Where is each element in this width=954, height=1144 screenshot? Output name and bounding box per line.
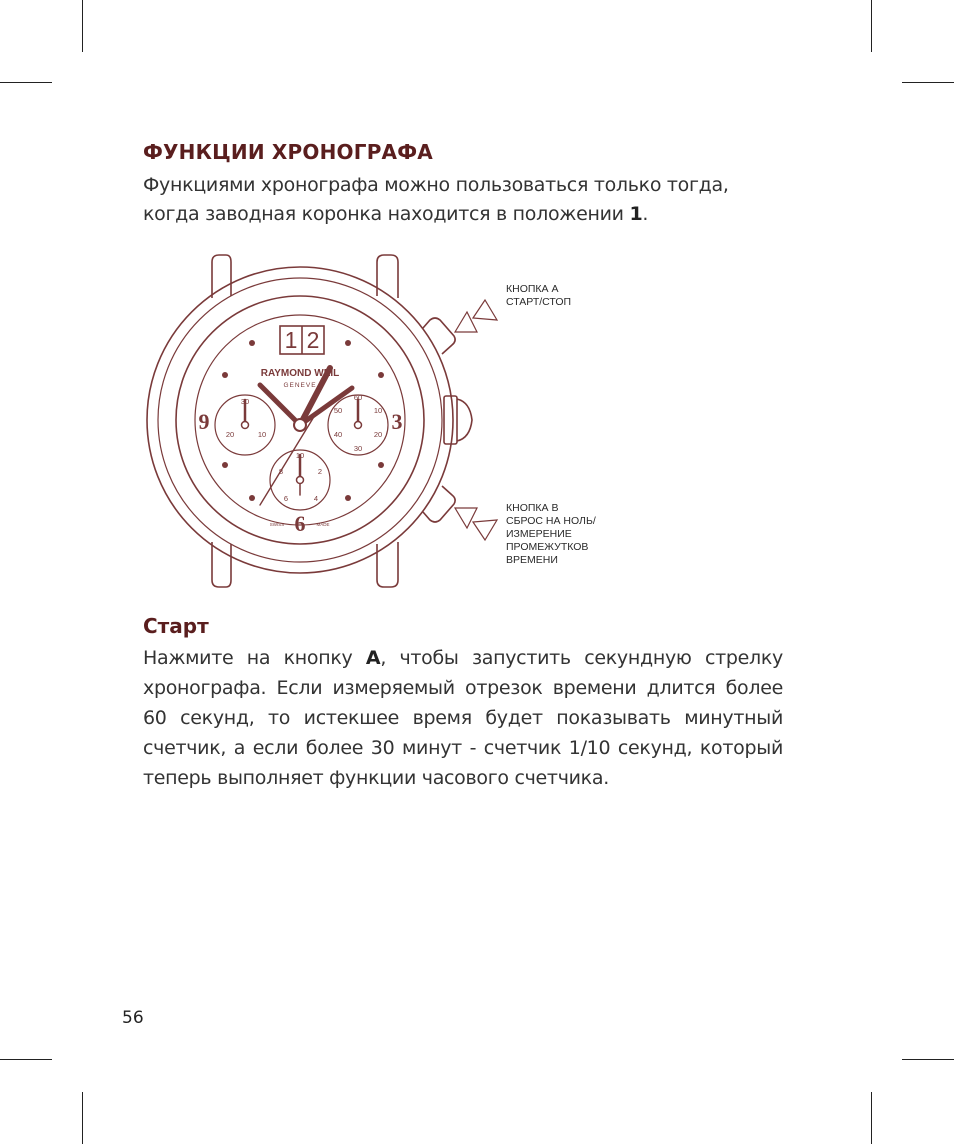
chrono-seconds-hand	[257, 415, 315, 505]
start-text-2: , чтобы запустить секундную стрелку хронографа. Если измеряемый отрезок времени длится более 60 секунд, то истекшее время будет показывать минутный счетчик, а если более 30 минут - счетчик 1/10 секунд, который теперь выполняет функции часового счетчика.	[143, 647, 783, 789]
crop-mark	[0, 82, 52, 83]
crop-mark	[902, 82, 954, 83]
right-subdial-right: 20	[373, 430, 383, 439]
right-subdial-left: 40	[333, 430, 343, 439]
right-subdial-bottom: 30	[353, 444, 363, 453]
hour-label-3: 3	[391, 409, 403, 434]
right-subdial-top-right: 10	[373, 406, 383, 415]
date-digit-2: 2	[306, 327, 320, 353]
lug-bottom-left	[212, 542, 231, 587]
button-letter: A	[365, 647, 381, 669]
start-paragraph	[143, 643, 783, 793]
section-heading: ФУНКЦИИ ХРОНОГРАФА	[143, 140, 433, 164]
crown	[444, 396, 457, 444]
pointer-b-1	[455, 508, 477, 528]
bottom-subdial-top: 10	[295, 451, 305, 460]
button-a-label: КНОПКА A	[506, 283, 559, 295]
page-number: 56	[122, 1008, 144, 1028]
crop-mark	[902, 1059, 954, 1060]
button-b-label: КНОПКА B	[506, 502, 559, 514]
bottom-subdial-left: 8	[278, 467, 284, 476]
hour-label-9: 9	[198, 409, 210, 434]
start-heading: Старт	[143, 614, 209, 638]
center-pin	[294, 419, 306, 431]
crown-cap	[457, 399, 472, 441]
hour-label-6: 6	[294, 511, 306, 536]
pointer-a-2	[473, 300, 497, 320]
crown-position-value: 1	[629, 203, 643, 225]
pointer-a-1	[455, 312, 477, 332]
button-b-function-3: ПРОМЕЖУТКОВ	[506, 541, 589, 553]
bottom-subdial-right: 2	[317, 467, 323, 476]
left-subdial-left: 20	[225, 430, 235, 439]
pointer-b-2	[473, 520, 497, 540]
bottom-subdial-bottom-left: 6	[283, 494, 289, 503]
crop-mark	[82, 1092, 83, 1144]
bottom-subdial-bottom-right: 4	[313, 494, 319, 503]
button-a-function: СТАРТ/СТОП	[506, 296, 572, 308]
start-text-1: Нажмите на кнопку	[143, 647, 366, 669]
button-b-function-2: ИЗМЕРЕНИЕ	[506, 528, 572, 540]
intro-text: Функциями хронографа можно пользоваться только тогда, когда заводная коронка находится в положении	[143, 174, 729, 225]
button-b-function-1: СБРОС НА НОЛЬ/	[506, 515, 596, 527]
made-text: MADE	[316, 522, 330, 527]
crop-mark	[0, 1059, 52, 1060]
lug-bottom-right	[377, 542, 398, 587]
lug-top-left	[212, 255, 231, 298]
right-subdial-top: 60	[353, 393, 363, 402]
lug-top-right	[377, 255, 398, 298]
crop-mark	[871, 1092, 872, 1144]
date-digit-1: 1	[284, 327, 298, 353]
left-subdial-right: 10	[257, 430, 267, 439]
button-b-function-4: ВРЕМЕНИ	[506, 554, 558, 566]
chronograph-watch-diagram	[140, 250, 620, 595]
brand-sub: GENEVE	[283, 382, 317, 389]
crop-mark	[871, 0, 872, 52]
intro-end: .	[642, 203, 649, 225]
left-subdial-top: 30	[240, 397, 250, 406]
swiss-text: SWISS	[269, 522, 285, 527]
brand-logo: RAYMOND WEIL	[260, 368, 340, 379]
hour-hand-2	[260, 385, 300, 425]
intro-paragraph	[143, 171, 783, 229]
right-subdial-top-left: 50	[333, 406, 343, 415]
crop-mark	[82, 0, 83, 52]
